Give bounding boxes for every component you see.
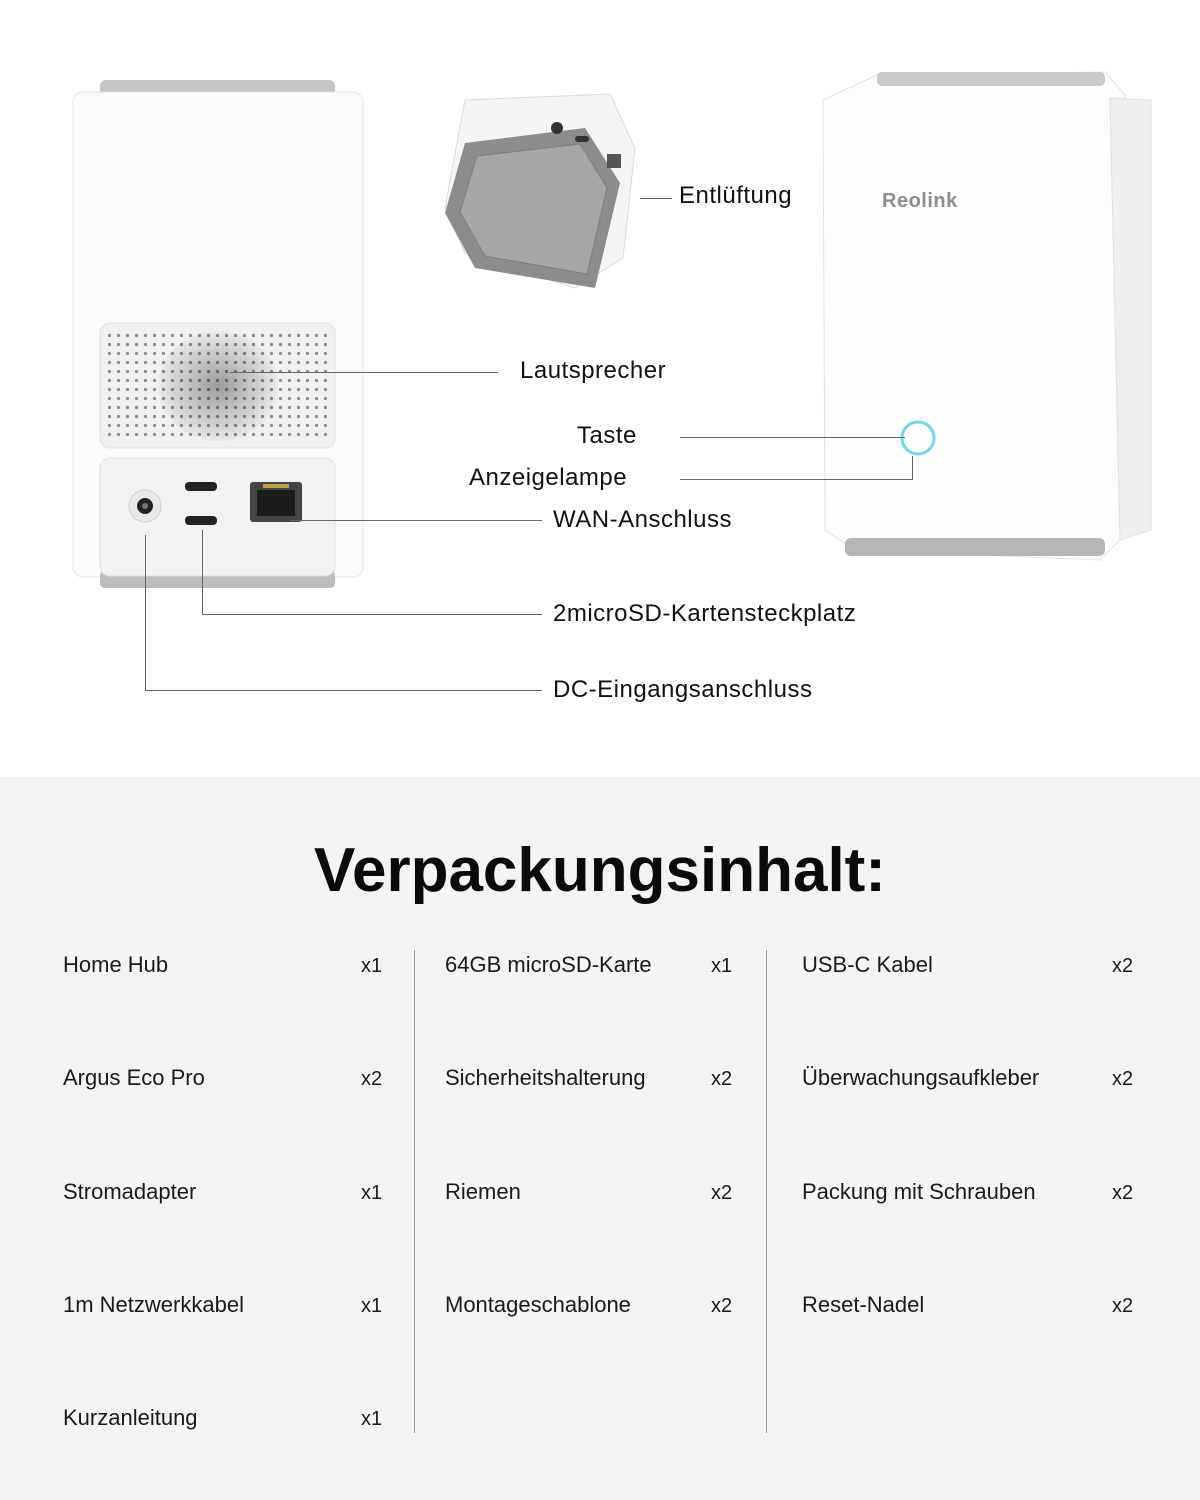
leader-button	[680, 437, 905, 438]
column-divider-1	[414, 950, 415, 1433]
column-divider-2	[766, 950, 767, 1433]
leader-speaker	[230, 372, 498, 373]
item-name: Stromadapter	[63, 1179, 197, 1204]
item-name: 64GB microSD-Karte	[445, 952, 652, 977]
leader-wan	[290, 520, 542, 521]
item-qty: x1	[361, 1295, 383, 1317]
item-qty: x2	[361, 1068, 383, 1090]
item-qty: x2	[1112, 1295, 1134, 1317]
label-indicator: Anzeigelampe	[469, 464, 628, 491]
package-contents-title: Verpackungsinhalt:	[314, 836, 886, 905]
item-qty: x1	[711, 955, 733, 977]
item-qty: x1	[361, 955, 383, 977]
item-qty: x2	[711, 1182, 733, 1204]
item-name: Reset-Nadel	[802, 1292, 925, 1317]
item-name: Sicherheitshalterung	[445, 1065, 646, 1090]
label-dc: DC-Eingangsanschluss	[553, 676, 813, 703]
brand-logo: Reolink	[882, 190, 958, 212]
item-qty: x2	[1112, 1068, 1134, 1090]
label-button: Taste	[577, 422, 637, 449]
leader-indicator-v	[912, 456, 913, 480]
item-name: Riemen	[445, 1179, 521, 1204]
item-qty: x1	[361, 1182, 383, 1204]
leader-dc-v	[145, 535, 146, 691]
item-name: Home Hub	[63, 952, 169, 977]
item-qty: x1	[361, 1408, 383, 1430]
leader-indicator-h	[680, 479, 913, 480]
label-wan: WAN-Anschluss	[553, 506, 732, 533]
item-qty: x2	[711, 1295, 733, 1317]
leader-ventilation	[640, 198, 672, 199]
label-ventilation: Entlüftung	[679, 182, 793, 209]
item-qty: x2	[1112, 955, 1134, 977]
item-name: 1m Netzwerkkabel	[63, 1292, 244, 1317]
item-qty: x2	[1112, 1182, 1134, 1204]
item-name: Montageschablone	[445, 1292, 631, 1317]
leader-microsd-v	[202, 530, 203, 615]
item-name: Kurzanleitung	[63, 1405, 198, 1430]
item-qty: x2	[711, 1068, 733, 1090]
item-name: Überwachungsaufkleber	[802, 1065, 1040, 1090]
leader-microsd-h	[202, 614, 542, 615]
item-name: Argus Eco Pro	[63, 1065, 205, 1090]
item-name: USB-C Kabel	[802, 952, 933, 977]
label-speaker: Lautsprecher	[520, 357, 667, 384]
hub-top-view	[435, 88, 665, 298]
item-name: Packung mit Schrauben	[802, 1179, 1036, 1204]
hub-front-view	[815, 70, 1160, 570]
leader-dc-h	[145, 690, 542, 691]
label-microsd: 2microSD-Kartensteckplatz	[553, 600, 857, 627]
